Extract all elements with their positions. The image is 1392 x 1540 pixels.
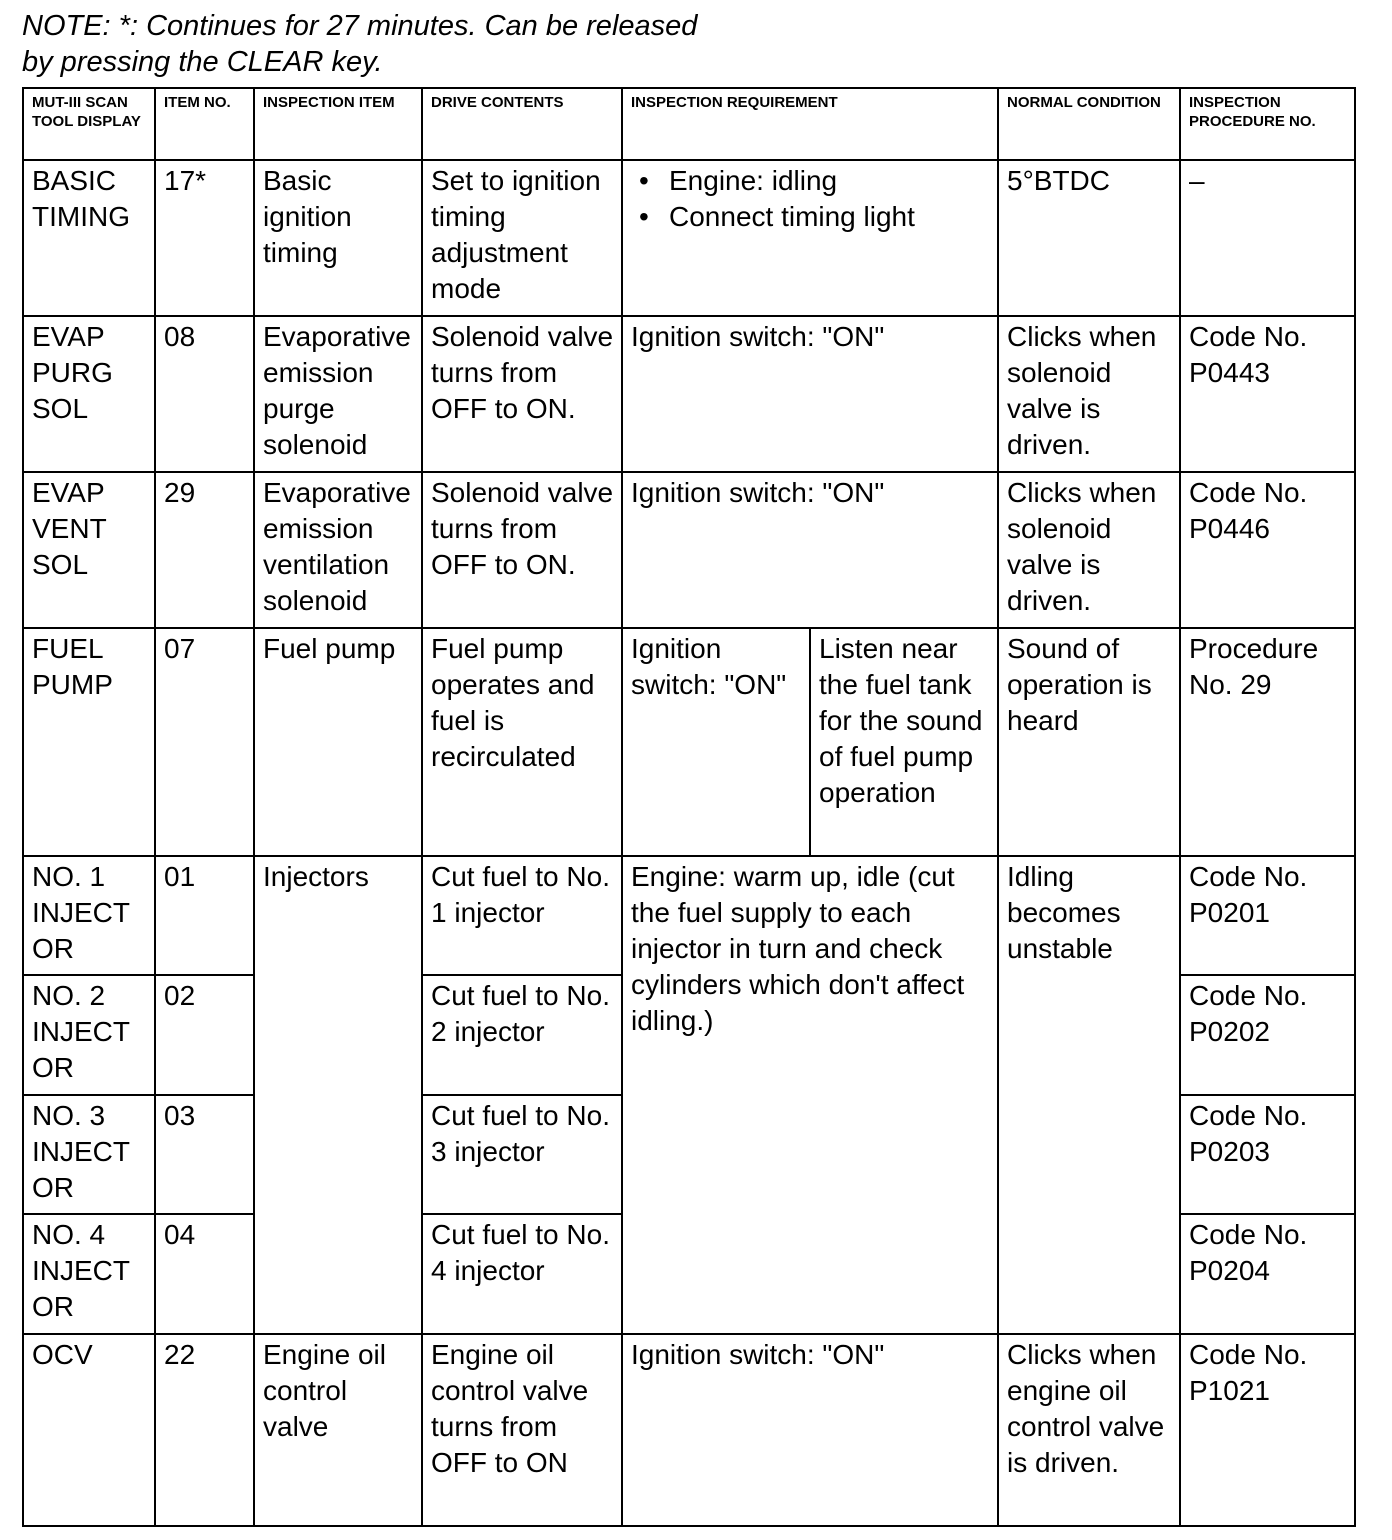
cell-drive-contents: Cut fuel to No. 3 injector	[422, 1095, 622, 1214]
header-normal-condition: NORMAL CONDITION	[998, 88, 1180, 160]
cell-inspection-requirement-a: Ignition switch: "ON"	[622, 628, 810, 856]
cell-drive-contents: Cut fuel to No. 4 injector	[422, 1214, 622, 1334]
table-row-fuel-pump	[23, 628, 1355, 856]
cell-inspection-item: Evaporative emission purge solenoid	[254, 316, 422, 472]
cell-item-no: 08	[155, 316, 254, 472]
cell-procedure-no: Procedure No. 29	[1180, 628, 1355, 856]
cell-inspection-item: Engine oil control valve	[254, 1334, 422, 1526]
cell-inspection-item: Evaporative emission ventilation solenoid	[254, 472, 422, 628]
header-procedure-no: INSPECTION PROCEDURE NO.	[1180, 88, 1355, 160]
header-display: MUT-III SCAN TOOL DISPLAY	[23, 88, 155, 160]
table-row-ocv	[23, 1334, 1355, 1526]
cell-item-no: 17*	[155, 160, 254, 316]
requirement-item: • Engine: idling	[669, 163, 991, 199]
table-row-evap-purg	[23, 316, 1355, 472]
cell-drive-contents: Solenoid valve turns from OFF to ON.	[422, 472, 622, 628]
cell-display: NO. 1 INJECT OR	[23, 856, 155, 975]
cell-display: BASIC TIMING	[23, 160, 155, 316]
cell-display: EVAP VENT SOL	[23, 472, 155, 628]
cell-normal-condition: Sound of operation is heard	[998, 628, 1180, 856]
table-row-injector-1	[23, 856, 1355, 975]
header-item-no: ITEM NO.	[155, 88, 254, 160]
cell-inspection-requirement-b: Listen near the fuel tank for the sound of fuel pump operation	[810, 628, 998, 856]
actuator-test-table	[22, 87, 1356, 1527]
cell-item-no: 03	[155, 1095, 254, 1214]
cell-display: EVAP PURG SOL	[23, 316, 155, 472]
cell-display: NO. 2 INJECT OR	[23, 975, 155, 1095]
table-row-evap-vent	[23, 472, 1355, 628]
cell-display: NO. 4 INJECT OR	[23, 1214, 155, 1334]
cell-normal-condition: Idling becomes unstable	[998, 856, 1180, 1334]
cell-inspection-item: Fuel pump	[254, 628, 422, 856]
cell-inspection-item: Injectors	[254, 856, 422, 1334]
cell-item-no: 04	[155, 1214, 254, 1334]
cell-procedure-no: Code No. P1021	[1180, 1334, 1355, 1526]
cell-item-no: 29	[155, 472, 254, 628]
cell-item-no: 01	[155, 856, 254, 975]
cell-inspection-requirement: Ignition switch: "ON"	[622, 472, 998, 628]
cell-procedure-no: Code No. P0203	[1180, 1095, 1355, 1214]
cell-item-no: 07	[155, 628, 254, 856]
cell-item-no: 22	[155, 1334, 254, 1526]
cell-inspection-requirement	[622, 160, 998, 316]
cell-drive-contents: Engine oil control valve turns from OFF to ON	[422, 1334, 622, 1526]
header-inspection-requirement: INSPECTION REQUIREMENT	[622, 88, 998, 160]
cell-procedure-no: Code No. P0443	[1180, 316, 1355, 472]
cell-procedure-no: Code No. P0446	[1180, 472, 1355, 628]
cell-drive-contents: Solenoid valve turns from OFF to ON.	[422, 316, 622, 472]
note	[22, 8, 697, 80]
cell-item-no: 02	[155, 975, 254, 1095]
cell-display: OCV	[23, 1334, 155, 1526]
cell-drive-contents: Fuel pump operates and fuel is recirculated	[422, 628, 622, 856]
cell-normal-condition: Clicks when solenoid valve is driven.	[998, 316, 1180, 472]
cell-normal-condition: Clicks when engine oil control valve is driven.	[998, 1334, 1180, 1526]
note-line-1: NOTE: *: Continues for 27 minutes. Can be released	[22, 10, 698, 42]
table-row-basic-timing	[23, 160, 1355, 316]
note-line-2: by pressing the CLEAR key.	[22, 46, 383, 78]
cell-inspection-item: Basic ignition timing	[254, 160, 422, 316]
cell-procedure-no: Code No. P0204	[1180, 1214, 1355, 1334]
cell-procedure-no: –	[1180, 160, 1355, 316]
cell-normal-condition: Clicks when solenoid valve is driven.	[998, 472, 1180, 628]
requirement-item: • Connect timing light	[669, 199, 991, 235]
cell-procedure-no: Code No. P0202	[1180, 975, 1355, 1095]
cell-display: FUEL PUMP	[23, 628, 155, 856]
cell-drive-contents: Cut fuel to No. 1 injector	[422, 856, 622, 975]
cell-drive-contents: Cut fuel to No. 2 injector	[422, 975, 622, 1095]
requirement-list	[631, 163, 991, 235]
cell-drive-contents: Set to ignition timing adjustment mode	[422, 160, 622, 316]
cell-inspection-requirement: Ignition switch: "ON"	[622, 1334, 998, 1526]
cell-procedure-no: Code No. P0201	[1180, 856, 1355, 975]
cell-display: NO. 3 INJECT OR	[23, 1095, 155, 1214]
cell-normal-condition: 5°BTDC	[998, 160, 1180, 316]
header-inspection-item: INSPECTION ITEM	[254, 88, 422, 160]
cell-inspection-requirement: Ignition switch: "ON"	[622, 316, 998, 472]
header-row	[23, 88, 1355, 160]
cell-inspection-requirement: Engine: warm up, idle (cut the fuel supply to each injector in turn and check cylinders which don't affect idling.)	[622, 856, 998, 1334]
header-drive-contents: DRIVE CONTENTS	[422, 88, 622, 160]
